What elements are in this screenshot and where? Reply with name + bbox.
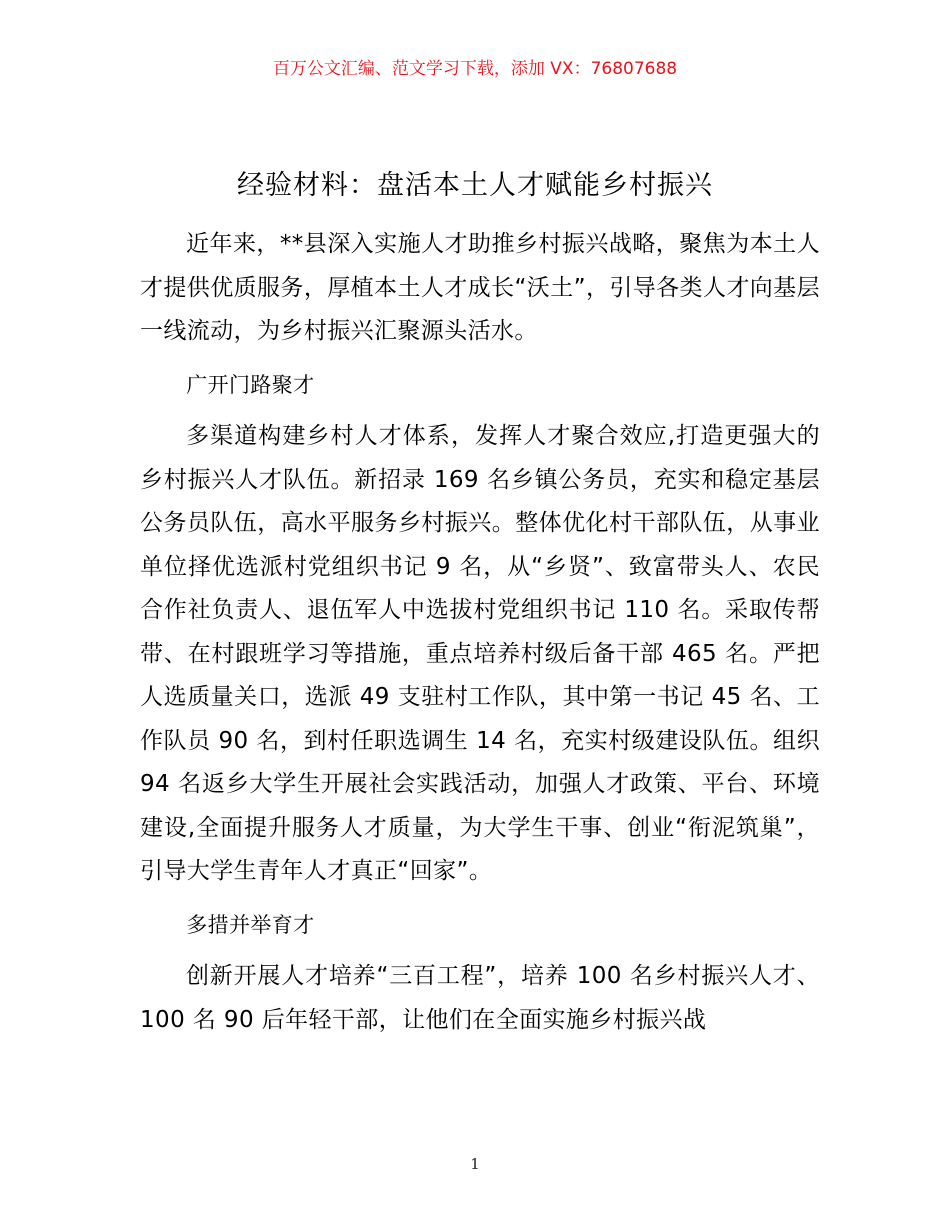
section-heading-recruit: 广开门路聚才: [186, 372, 315, 397]
section-body-recruit: 多渠道构建乡村人才体系，发挥人才聚合效应,打造更强大的乡村振兴人才队伍。新招录 169 名乡镇公务员，充实和稳定基层公务员队伍，高水平服务乡村振兴。整体优化村干部队伍，从事业单位择优选派村党组织书记 9 名，从“乡贤”、致富带头人、农民合作社负责人、退伍军人中选拔村党组织书记 110 名。采取传帮带、在村跟班学习等措施，重点培养村级后备干部 465 名。严把人选质量关口，选派 49 支驻村工作队，其中第一书记 45 名、工作队员 90 名，到村任职选调生 14 名，充实村级建设队伍。组织 94 名返乡大学生开展社会实践活动，加强人才政策、平台、环境建设,全面提升服务人才质量，为大学生干事、创业“衔泥筑巢”，引导大学生青年人才真正“回家”。: [140, 423, 820, 884]
section-heading-train: 多措并举育才: [186, 912, 315, 937]
document-title: 经验材料：盘活本土人才赋能乡村振兴: [237, 170, 713, 201]
header-banner: 百万公文汇编、范文学习下载，添加 VX：76807688: [272, 59, 678, 79]
page-number: 1: [470, 1155, 480, 1173]
intro-paragraph: 近年来，**县深入实施人才助推乡村振兴战略，聚焦为本土人才提供优质服务，厚植本土人才成长“沃土”，引导各类人才向基层一线流动，为乡村振兴汇聚源头活水。: [140, 231, 820, 344]
section-body-train: 创新开展人才培养“三百工程”，培养 100 名乡村振兴人才、100 名 90 后年轻干部，让他们在全面实施乡村振兴战: [140, 963, 820, 1033]
document-body: [140, 223, 820, 1042]
